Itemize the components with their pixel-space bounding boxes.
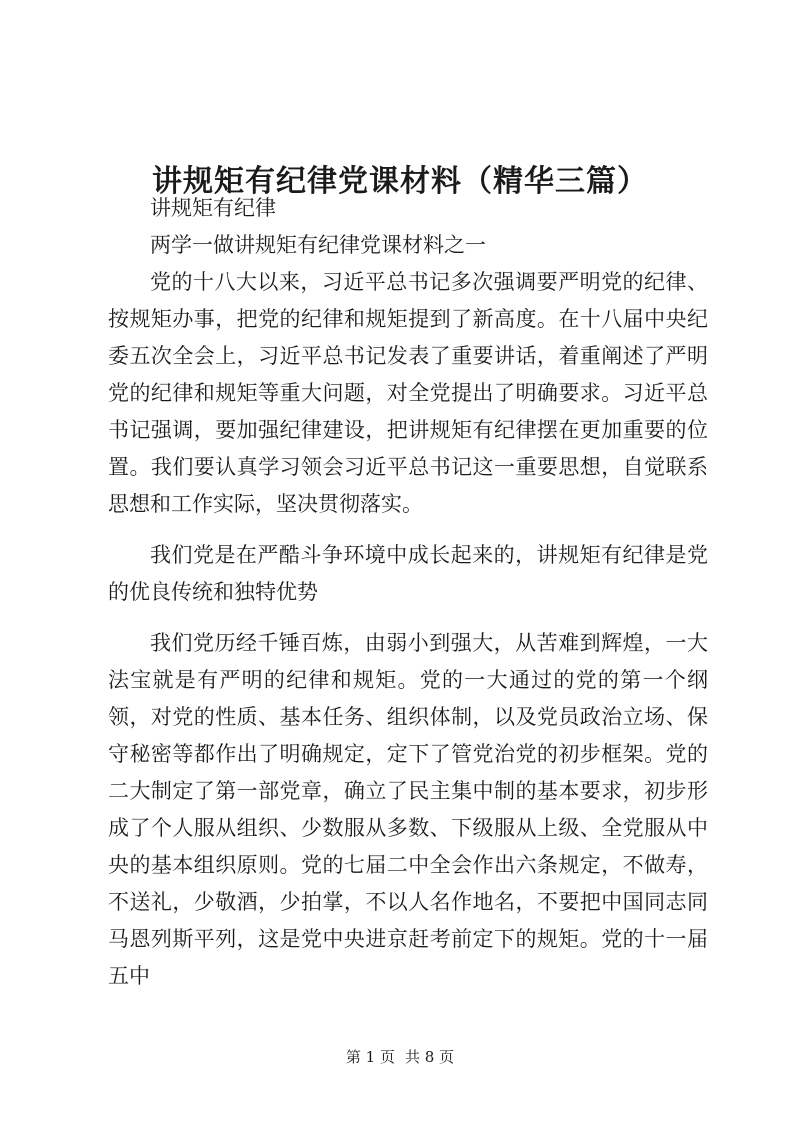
document-body [108, 190, 708, 995]
document-title: 讲规矩有纪律党课材料（精华三篇） [152, 164, 648, 200]
page-number: 第 1 页 [345, 1048, 395, 1066]
subtitle-paragraph: 两学一做讲规矩有纪律党课材料之一 [150, 233, 486, 257]
body-paragraph: 党的十八大以来，习近平总书记多次强调要严明党的纪律、按规矩办事，把党的纪律和规矩提到了新高度。在十八届中央纪委五次全会上，习近平总书记发表了重要讲话，着重阐述了严明党的纪律和规矩等重大问题，对全党提出了明确要求。习近平总书记强调，要加强纪律建设，把讲规矩有纪律摆在更加重要的位置。我们要认真学习领会习近平总书记这一重要思想，自觉联系思想和工作实际，坚决贯彻落实。 [108, 270, 708, 516]
section-heading: 讲规矩有纪律 [150, 196, 276, 220]
body-paragraph: 我们党是在严酷斗争环境中成长起来的，讲规矩有纪律是党的优良传统和独特优势 [108, 543, 708, 604]
page-footer [0, 1047, 800, 1067]
page-total: 共 8 页 [405, 1048, 455, 1066]
body-paragraph: 我们党历经千锤百炼，由弱小到强大，从苦难到辉煌，一大法宝就是有严明的纪律和规矩。党的一大通过的党的第一个纲领，对党的性质、基本任务、组织体制，以及党员政治立场、保守秘密等都作出了明确规定，定下了管党治党的初步框架。党的二大制定了第一部党章，确立了民主集中制的基本要求，初步形成了个人服从组织、少数服从多数、下级服从上级、全党服从中央的基本组织原则。党的七届二中全会作出六条规定，不做寿，不送礼，少敬酒，少拍掌，不以人名作地名，不要把中国同志同马恩列斯平列，这是党中央进京赶考前定下的规矩。党的十一届五中 [108, 631, 708, 988]
